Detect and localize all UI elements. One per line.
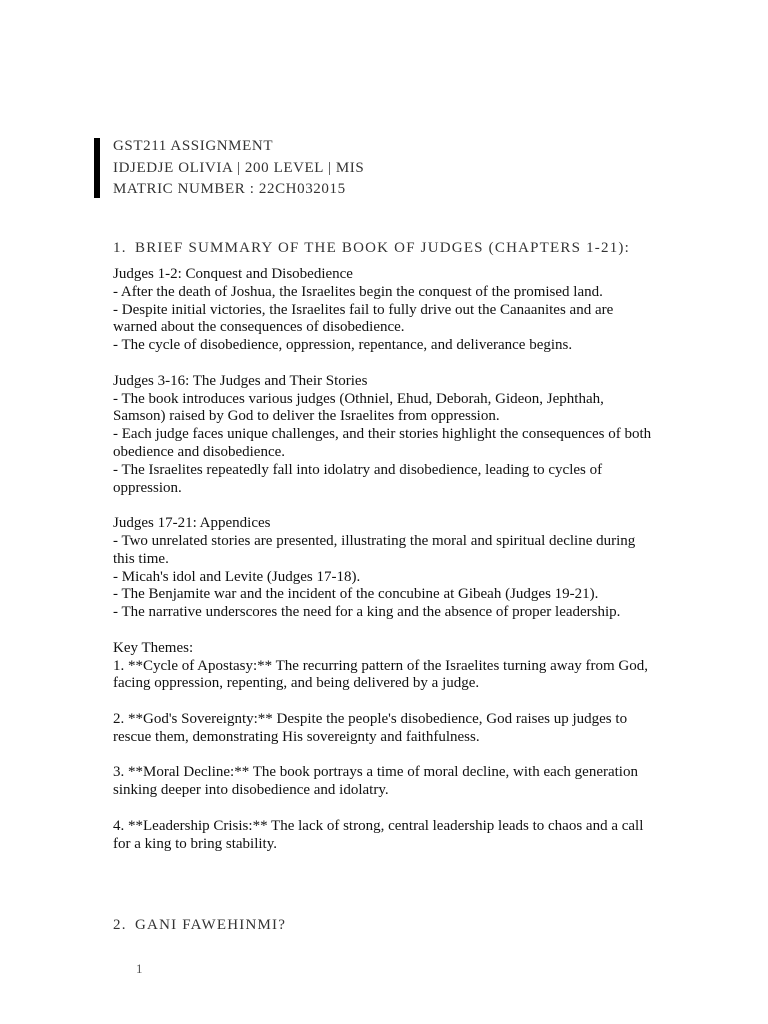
theme-item: 2. **God's Sovereignty:** Despite the people's disobedience, God raises up judges to rescue them, demonstrating His sovereignty and faithfulness.: [113, 710, 628, 745]
document-body: [113, 266, 658, 853]
page-number: 1: [136, 961, 143, 976]
subheading-judges-17-21: Judges 17-21: Appendices: [113, 515, 271, 532]
section-title: BRIEF SUMMARY OF THE BOOK OF JUDGES (CHAPTERS 1-21):: [135, 240, 630, 256]
theme-item: 1. **Cycle of Apostasy:** The recurring pattern of the Israelites turning away from God, facing oppression, repenting, and being delivered by a judge.: [113, 657, 648, 692]
subheading-key-themes: Key Themes:: [113, 639, 194, 656]
paragraph: - Micah's idol and Levite (Judges 17-18).: [113, 568, 361, 585]
header-accent-bar: [94, 138, 100, 198]
section-title: GANI FAWEHINMI?: [135, 917, 287, 933]
document-header: [113, 136, 364, 201]
paragraph: - The cycle of disobedience, oppression, repentance, and deliverance begins.: [113, 337, 573, 354]
section-heading-1: [113, 240, 630, 257]
section-number: 2.: [113, 917, 127, 933]
paragraph: - The Benjamite war and the incident of the concubine at Gibeah (Judges 19-21).: [113, 586, 599, 603]
subheading-judges-3-16: Judges 3-16: The Judges and Their Stories: [113, 372, 368, 389]
theme-item: 4. **Leadership Crisis:** The lack of strong, central leadership leads to chaos and a call for a king to bring stability.: [113, 817, 644, 852]
section-heading-2: [113, 917, 286, 934]
paragraph: - The narrative underscores the need for a king and the absence of proper leadership.: [113, 604, 621, 621]
paragraph: - The book introduces various judges (Othniel, Ehud, Deborah, Gideon, Jephthah, Samson) raised by God to deliver the Israelites from oppression.: [113, 390, 604, 425]
paragraph: - After the death of Joshua, the Israelites begin the conquest of the promised land.: [113, 283, 603, 300]
matric-number: MATRIC NUMBER : 22CH032015: [113, 181, 346, 197]
student-info: IDJEDJE OLIVIA | 200 LEVEL | MIS: [113, 159, 365, 176]
assignment-title: GST211 ASSIGNMENT: [113, 138, 274, 154]
paragraph: - Two unrelated stories are presented, illustrating the moral and spiritual decline during this time.: [113, 532, 636, 567]
subheading-judges-1-2: Judges 1-2: Conquest and Disobedience: [113, 266, 353, 282]
paragraph: - Despite initial victories, the Israelites fail to fully drive out the Canaanites and are warned about the consequences of disobedience.: [113, 301, 614, 336]
section-number: 1.: [113, 240, 127, 256]
paragraph: - Each judge faces unique challenges, and their stories highlight the consequences of both obedience and disobedience.: [113, 426, 652, 460]
theme-item: 3. **Moral Decline:** The book portrays a time of moral decline, with each generation sinking deeper into disobedience and idolatry.: [113, 764, 638, 799]
paragraph: - The Israelites repeatedly fall into idolatry and disobedience, leading to cycles of oppression.: [113, 461, 603, 496]
